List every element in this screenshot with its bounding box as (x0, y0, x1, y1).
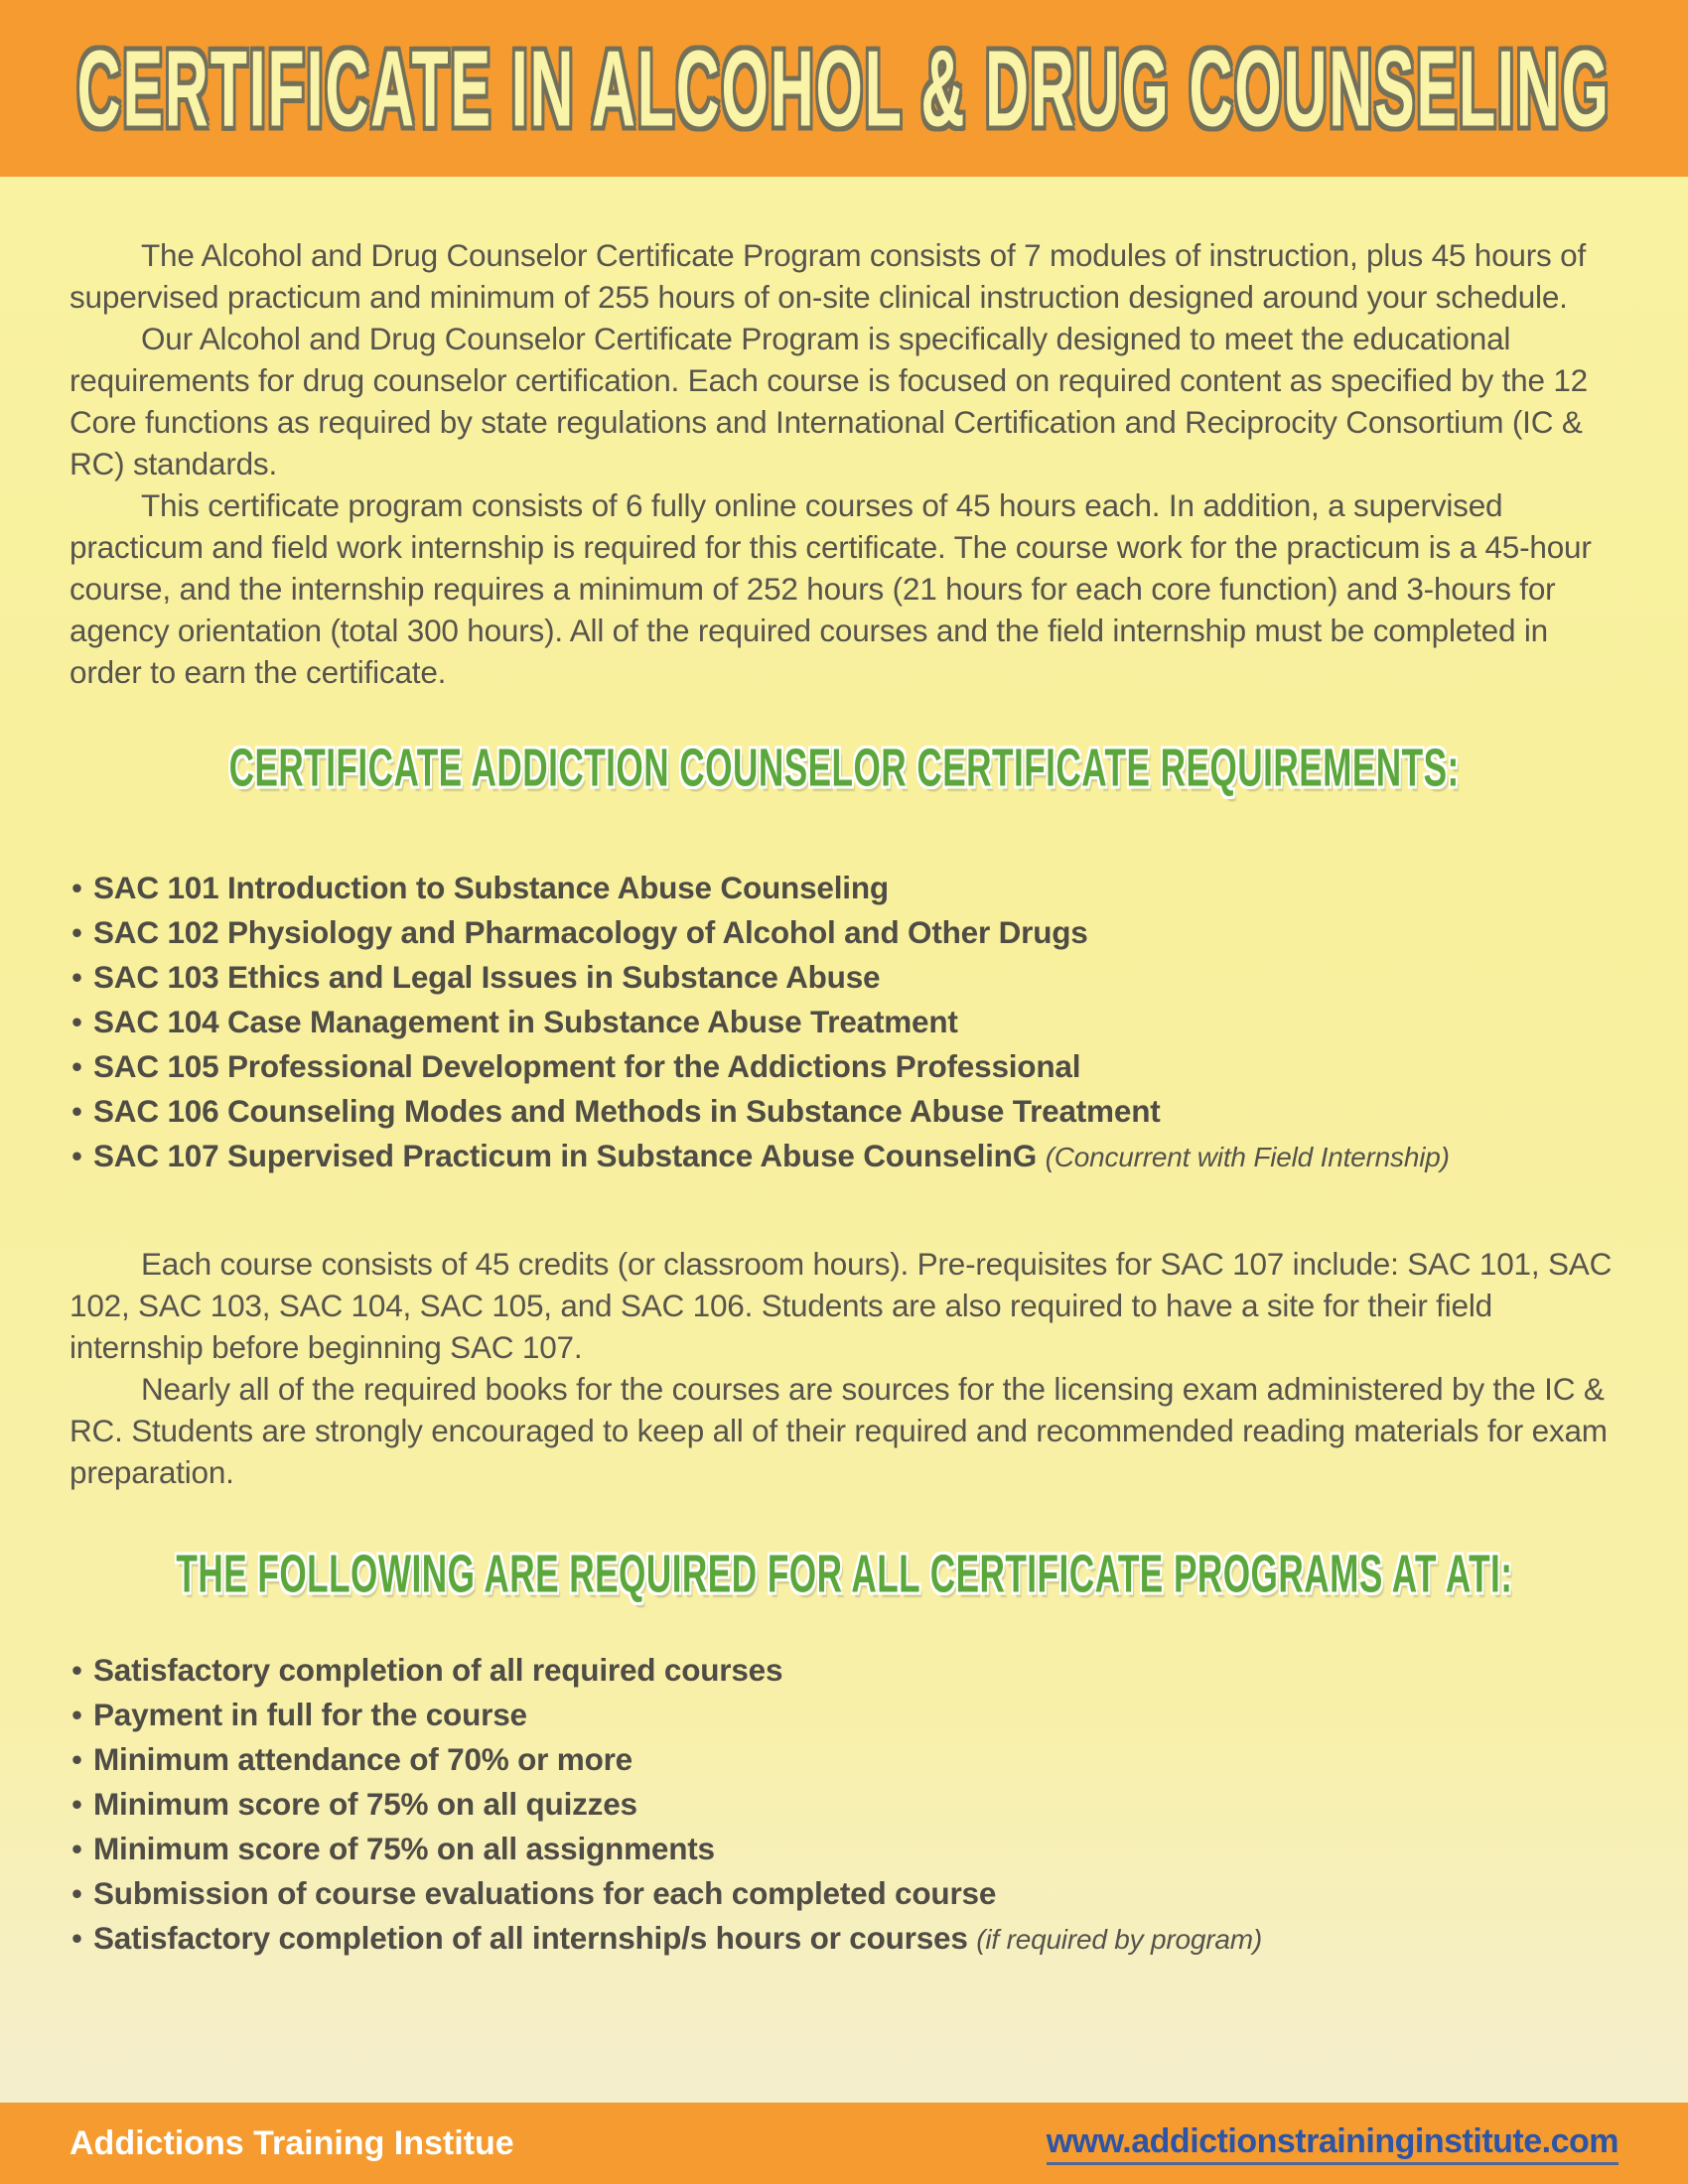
list-item (70, 910, 1618, 955)
list-item (70, 1693, 1618, 1737)
list-item-text: SAC 106 Counseling Modes and Methods in Substance Abuse Treatment (93, 1093, 1161, 1129)
header-banner (0, 0, 1688, 177)
website-link[interactable]: www.addictionstraininginstitute.com (1047, 2122, 1618, 2165)
list-item-text: SAC 105 Professional Development for the Addictions Professional (93, 1048, 1081, 1084)
bullet-icon: • (71, 1875, 82, 1911)
bullet-icon: • (71, 1831, 82, 1866)
bullet-icon: • (71, 1004, 82, 1039)
intro-paragraphs (70, 234, 1618, 693)
body-paragraph: Our Alcohol and Drug Counselor Certificate Program is specifically designed to meet the educational requirements for drug counselor certification. Each course is focused on required content as specified by the 12 Core functions as required by state regulations and International Certification and Reciprocity Consortium (IC & RC) standards. (70, 321, 1588, 481)
bullet-icon: • (71, 1138, 82, 1173)
bullet-icon: • (71, 959, 82, 995)
list-item (70, 1000, 1618, 1044)
body-paragraph: Each course consists of 45 credits (or classroom hours). Pre-requisites for SAC 107 include: SAC 101, SAC 102, SAC 103, SAC 104, SAC 105, and SAC 106. Students are also required to have a site for their field internship before beginning SAC 107. (70, 1246, 1613, 1365)
bullet-icon: • (71, 1741, 82, 1777)
list-item (70, 1737, 1618, 1782)
list-item-text: SAC 107 Supervised Practicum in Substance Abuse CounselinG (93, 1138, 1038, 1173)
requirements-heading (70, 729, 1618, 808)
list-item-text: Satisfactory completion of all internship/s hours or courses (93, 1920, 968, 1956)
list-item-text: Minimum attendance of 70% or more (93, 1741, 633, 1777)
list-item-text: SAC 104 Case Management in Substance Abuse Treatment (93, 1004, 958, 1039)
body-paragraph: Nearly all of the required books for the courses are sources for the licensing exam administered by the IC & RC. Students are strongly encouraged to keep all of their required and recommended reading materials for exam preparation. (70, 1371, 1608, 1490)
organization-name: Addictions Training Institue (70, 2123, 514, 2162)
body-paragraph: This certificate program consists of 6 fully online courses of 45 hours each. In addition, a supervised practicum and field work internship is required for this certificate. The course work for the practicum is a 45-hour course, and the internship requires a minimum of 252 hours (21 hours for each core function) and 3-hours for agency orientation (total 300 hours). All of the required courses and the field internship must be completed in order to earn the certificate. (70, 487, 1592, 690)
list-item (70, 1089, 1618, 1134)
course-list (70, 866, 1618, 1179)
list-item (70, 866, 1618, 910)
ati-heading-text: THE FOLLOWING ARE REQUIRED FOR ALL CERTIFICATE PROGRAMS AT ATI: (175, 1544, 1513, 1603)
list-item-text: SAC 102 Physiology and Pharmacology of Alcohol and Other Drugs (93, 914, 1088, 950)
list-item-text: Payment in full for the course (93, 1697, 527, 1732)
page-title: CERTIFICATE IN ALCOHOL & DRUG COUNSELING (76, 27, 1612, 150)
body-content (0, 177, 1688, 1962)
list-item-text: SAC 101 Introduction to Substance Abuse Counseling (93, 870, 889, 905)
list-item (70, 955, 1618, 1000)
list-item-text: Submission of course evaluations for each completed course (93, 1875, 997, 1911)
list-item (70, 1044, 1618, 1089)
requirements-heading-text: CERTIFICATE ADDICTION COUNSELOR CERTIFICATE REQUIREMENTS: (228, 738, 1460, 797)
list-item-text: Minimum score of 75% on all quizzes (93, 1786, 637, 1822)
list-item (70, 1827, 1618, 1871)
list-item (70, 1134, 1618, 1179)
bullet-icon: • (71, 1093, 82, 1129)
list-item-note: (Concurrent with Field Internship) (1045, 1142, 1450, 1172)
list-item-text: SAC 103 Ethics and Legal Issues in Substance Abuse (93, 959, 881, 995)
list-item (70, 1916, 1618, 1962)
list-item-note: (if required by program) (976, 1924, 1263, 1955)
bullet-icon: • (71, 1920, 82, 1956)
list-item (70, 1871, 1618, 1916)
bullet-icon: • (71, 1697, 82, 1732)
bullet-icon: • (71, 870, 82, 905)
bullet-icon: • (71, 914, 82, 950)
list-item-text: Minimum score of 75% on all assignments (93, 1831, 715, 1866)
bullet-icon: • (71, 1786, 82, 1822)
ati-requirements-list (70, 1648, 1618, 1962)
footer-banner (0, 2103, 1688, 2184)
bullet-icon: • (71, 1048, 82, 1084)
list-item (70, 1648, 1618, 1693)
list-item-text: Satisfactory completion of all required courses (93, 1652, 783, 1688)
bullet-icon: • (71, 1652, 82, 1688)
ati-heading (70, 1535, 1618, 1614)
body-paragraph: The Alcohol and Drug Counselor Certificate Program consists of 7 modules of instruction, plus 45 hours of supervised practicum and minimum of 255 hours of on-site clinical instruction designed around your schedule. (70, 237, 1586, 315)
middle-paragraphs (70, 1243, 1618, 1493)
list-item (70, 1782, 1618, 1827)
